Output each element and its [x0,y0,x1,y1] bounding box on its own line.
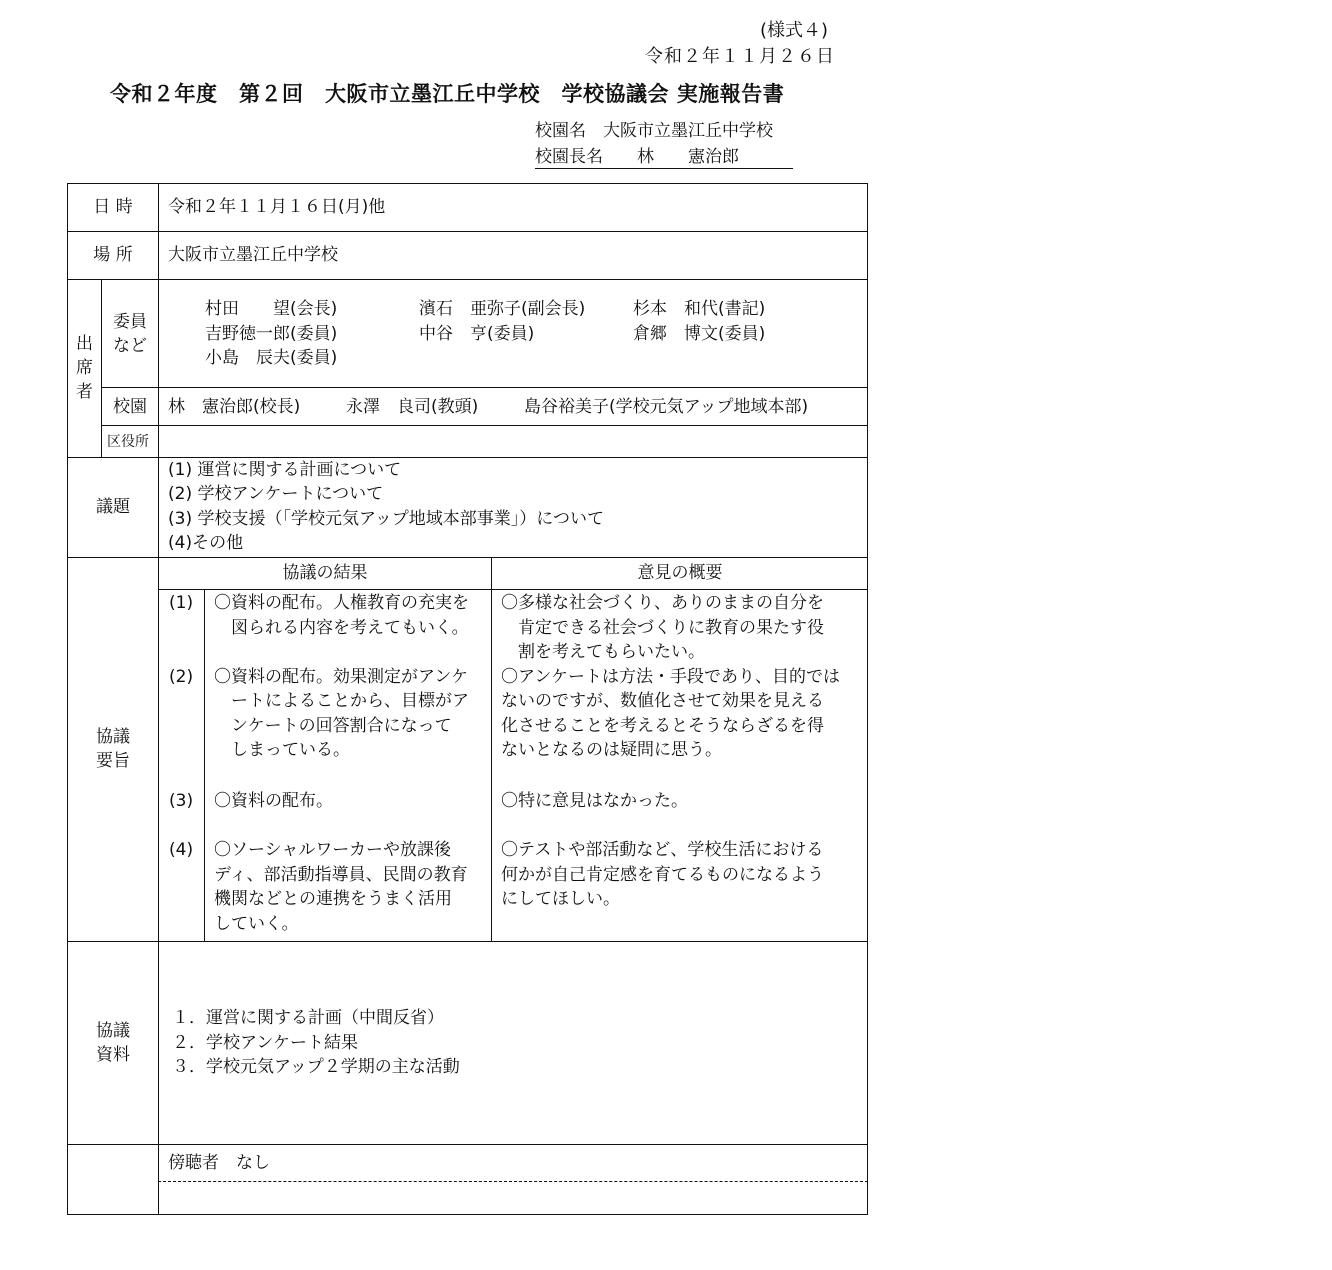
dashed-divider [158,1181,868,1182]
result-column-header: 協議の結果 [282,563,368,583]
item-number: (2) [169,667,194,687]
row-divider [101,387,868,388]
item-number: (3) [169,791,194,811]
page-title: 令和２年度 第２回 大阪市立墨江丘中学校 学校協議会 実施報告書 [110,82,785,106]
agenda-item: (3) 学校支援（｢学校元気アップ地域本部事業｣）について [168,509,604,529]
opinion-column-header: 意見の概要 [637,563,723,583]
item-number: (1) [169,593,194,613]
principal-name: 校園長名 林 憲治郎 [535,142,793,169]
member-name: 小島 辰夫(委員) [205,348,338,368]
label-ward: 区役所 [107,434,149,450]
material-item: ２．学校アンケート結果 [172,1033,358,1053]
material-item: ３．学校元気アップ２学期の主な活動 [172,1057,460,1077]
member-name: 村田 望(会長) [205,299,338,319]
row-divider [158,589,868,590]
staff-name: 林 憲治郎(校長) [168,397,301,417]
member-name: 濱石 亜弥子(副会長) [419,299,586,319]
result-text: 〇資料の配布。 [214,791,333,811]
row-divider [67,941,868,942]
agenda-item: (4)その他 [168,533,244,553]
label-datetime: 日 時 [93,197,133,217]
member-name: 吉野徳一郎(委員) [205,324,338,344]
report-date: 令和２年１１月２６日 [645,46,835,67]
column-divider [204,589,205,941]
form-number: (様式４) [760,20,829,41]
row-divider [67,557,868,558]
row-divider [67,1144,868,1145]
label-agenda: 議題 [96,497,130,517]
staff-name: 島谷裕美子(学校元気アップ地域本部) [524,397,809,417]
label-attendees: 出 席 者 [76,334,93,402]
material-item: １．運営に関する計画（中間反省） [172,1008,444,1028]
member-name: 倉郷 博文(委員) [633,324,766,344]
label-school: 校園 [113,397,147,417]
row-divider [67,279,868,280]
label-place: 場 所 [93,245,133,265]
meeting-place: 大阪市立墨江丘中学校 [168,245,338,265]
member-name: 中谷 亨(委員) [419,324,535,344]
observers: 傍聴者 なし [168,1153,270,1173]
row-divider [101,425,868,426]
column-divider [158,183,159,1215]
label-summary: 協議 要旨 [96,727,130,771]
column-divider [491,557,492,941]
agenda-item: (2) 学校アンケートについて [168,484,384,504]
item-number: (4) [169,840,194,860]
agenda-item: (1) 運営に関する計画について [168,460,402,480]
staff-name: 永澤 良司(教頭) [346,397,479,417]
row-divider [67,231,868,232]
opinion-text: 〇特に意見はなかった。 [501,791,688,811]
label-materials: 協議 資料 [96,1021,130,1065]
school-name: 校園名 大阪市立墨江丘中学校 [535,121,773,141]
label-members: 委員 など [113,312,147,356]
member-name: 杉本 和代(書記) [633,299,766,319]
meeting-datetime: 令和２年１１月１６日(月)他 [168,197,386,217]
